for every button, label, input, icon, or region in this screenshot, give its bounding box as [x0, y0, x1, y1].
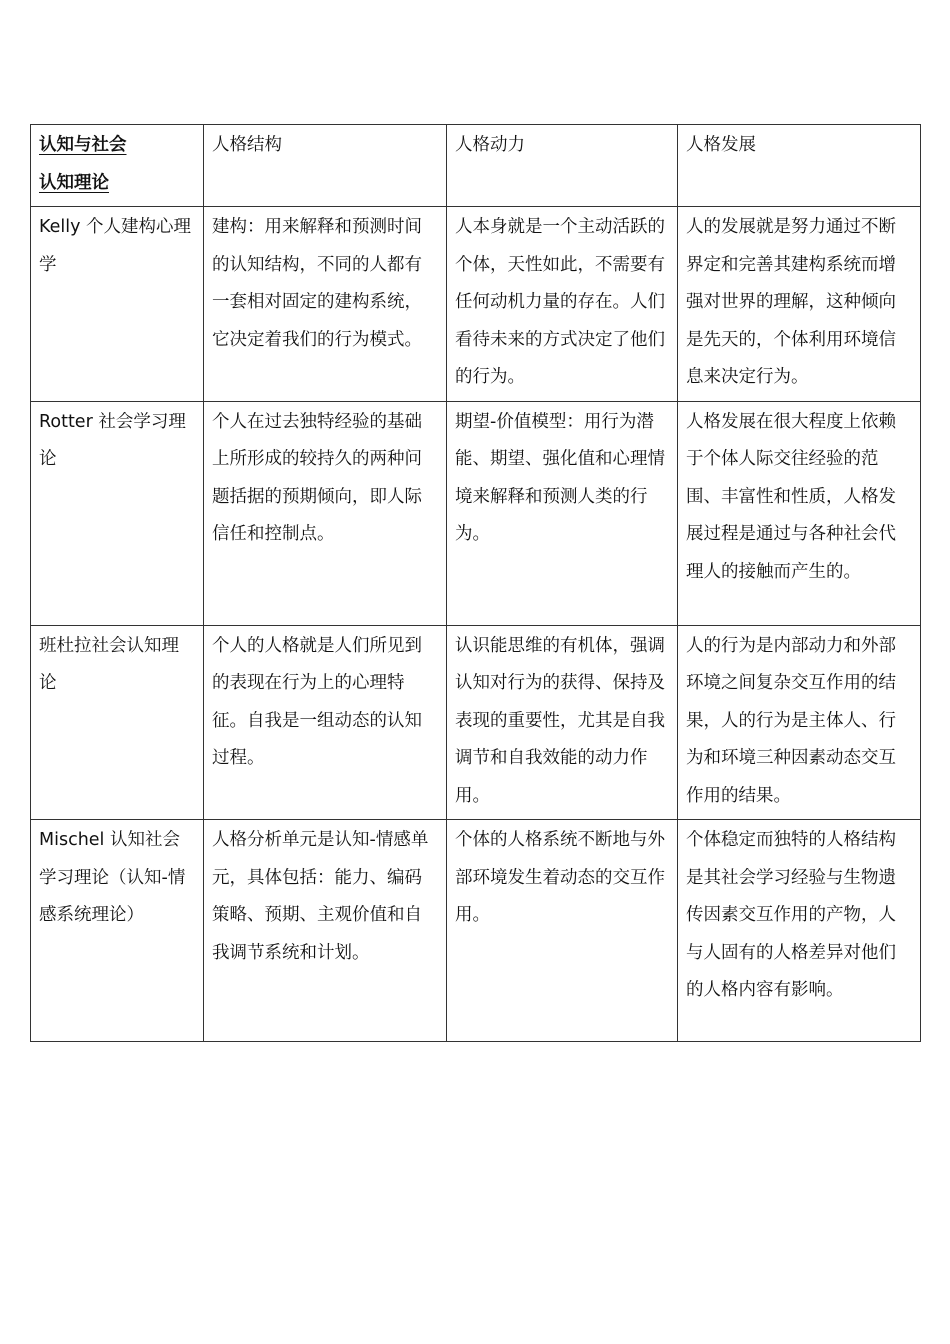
- dynamics-cell: 个体的人格系统不断地与外部环境发生着动态的交互作用。: [447, 820, 678, 1042]
- dynamics-cell: 期望-价值模型：用行为潜能、期望、强化值和心理情境来解释和预测人类的行为。: [447, 401, 678, 625]
- header-cell-dynamics: 人格动力: [447, 125, 678, 207]
- development-cell: 人的行为是内部动力和外部环境之间复杂交互作用的结果，人的行为是主体人、行为和环境三种因素动态交互作用的结果。: [678, 625, 921, 820]
- theory-name-cell: Mischel 认知社会学习理论（认知-情感系统理论）: [31, 820, 204, 1042]
- table-row: [31, 207, 921, 402]
- structure-cell: 个人在过去独特经验的基础上所形成的较持久的两种问题括据的预期倾向，即人际信任和控制点。: [204, 401, 447, 625]
- table-row: [31, 625, 921, 820]
- theory-comparison-table: [30, 124, 921, 1042]
- structure-cell: 建构：用来解释和预测时间的认知结构，不同的人都有一套相对固定的建构系统，它决定着我们的行为模式。: [204, 207, 447, 402]
- structure-cell: 人格分析单元是认知-情感单元，具体包括：能力、编码策略、预期、主观价值和自我调节系统和计划。: [204, 820, 447, 1042]
- theory-name-cell: Kelly 个人建构心理学: [31, 207, 204, 402]
- development-cell: 人的发展就是努力通过不断界定和完善其建构系统而增强对世界的理解，这种倾向是先天的，个体利用环境信息来决定行为。: [678, 207, 921, 402]
- header-theory-line1: 认知与社会: [39, 135, 127, 155]
- header-cell-development: 人格发展: [678, 125, 921, 207]
- dynamics-cell: 人本身就是一个主动活跃的个体，天性如此，不需要有任何动机力量的存在。人们看待未来的方式决定了他们的行为。: [447, 207, 678, 402]
- header-cell-theory: [31, 125, 204, 207]
- dynamics-cell: 认识能思维的有机体，强调认知对行为的获得、保持及表现的重要性，尤其是自我调节和自我效能的动力作用。: [447, 625, 678, 820]
- development-cell: 个体稳定而独特的人格结构是其社会学习经验与生物遗传因素交互作用的产物，人与人固有的人格差异对他们的人格内容有影响。: [678, 820, 921, 1042]
- table-row: [31, 401, 921, 625]
- table-header-row: [31, 125, 921, 207]
- theory-name-cell: Rotter 社会学习理论: [31, 401, 204, 625]
- table-row: [31, 820, 921, 1042]
- header-theory-line2: 认知理论: [39, 172, 109, 193]
- theory-name-cell: 班杜拉社会认知理论: [31, 625, 204, 820]
- header-cell-structure: 人格结构: [204, 125, 447, 207]
- development-cell: 人格发展在很大程度上依赖于个体人际交往经验的范围、丰富性和性质，人格发展过程是通过与各种社会代理人的接触而产生的。: [678, 401, 921, 625]
- structure-cell: 个人的人格就是人们所见到的表现在行为上的心理特征。自我是一组动态的认知过程。: [204, 625, 447, 820]
